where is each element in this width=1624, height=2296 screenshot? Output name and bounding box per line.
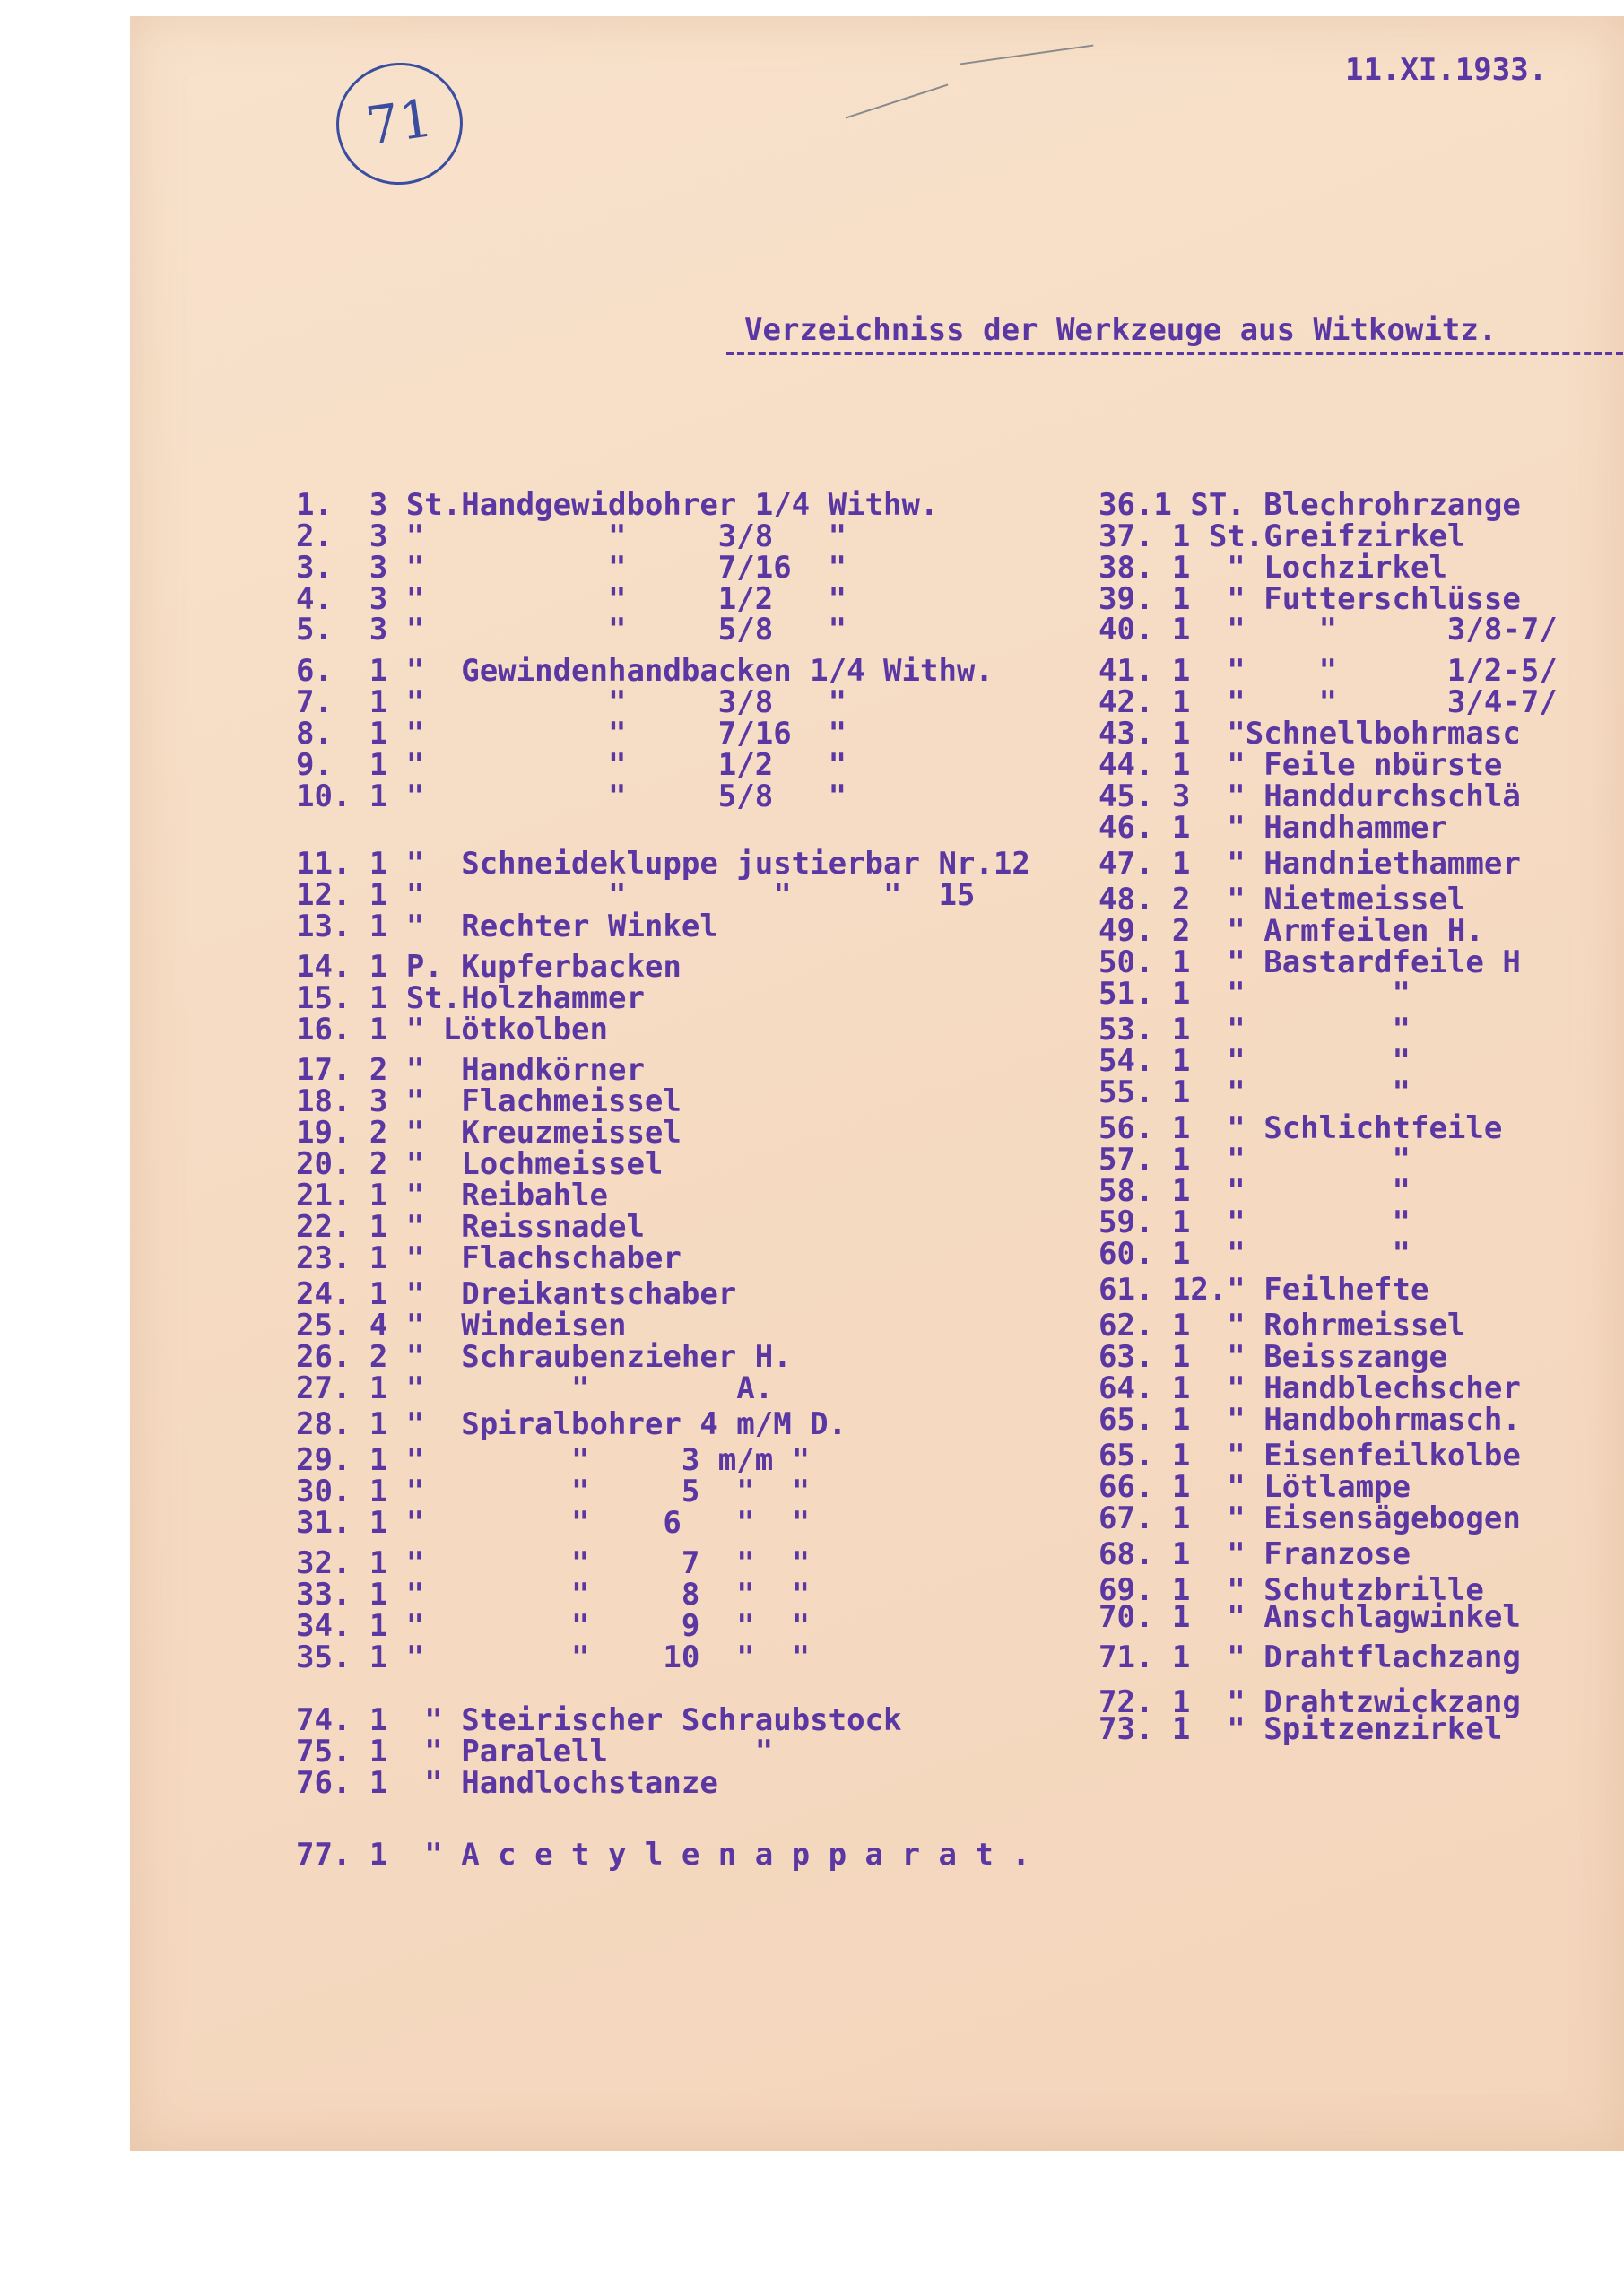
tool-list-item: 21. 1 " Reibahle [296, 1178, 608, 1213]
tool-list-item: 65. 1 " Eisenfeilkolbe [1099, 1438, 1521, 1474]
tool-list-item: 35. 1 " " 10 " " [296, 1639, 811, 1675]
tool-list-item: 25. 4 " Windeisen [296, 1308, 627, 1344]
tool-list-item: 69. 1 " Schutzbrille [1099, 1572, 1484, 1608]
tool-list-item: 73. 1 " Spitzenzirkel [1099, 1711, 1503, 1747]
tool-list-item: 44. 1 " Feile nbürste [1099, 747, 1503, 783]
tool-list-item: 15. 1 St.Holzhammer [296, 980, 645, 1016]
tool-list-item: 62. 1 " Rohrmeissel [1099, 1308, 1466, 1344]
tool-list-item: 58. 1 " " [1099, 1173, 1411, 1209]
tool-list-item: 32. 1 " " 7 " " [296, 1545, 811, 1581]
tool-list-item: 18. 3 " Flachmeissel [296, 1083, 682, 1119]
tool-list-item: 6. 1 " Gewindenhandbacken 1/4 Withw. [296, 653, 994, 689]
tool-list-item: 48. 2 " Nietmeissel [1099, 882, 1466, 918]
tool-list-item: 51. 1 " " [1099, 976, 1411, 1012]
tool-list-item: 41. 1 " " 1/2-5/ [1099, 653, 1558, 689]
tool-list-item: 65. 1 " Handbohrmasch. [1099, 1402, 1521, 1438]
tool-list-item: 38. 1 " Lochzirkel [1099, 550, 1447, 586]
tool-list-item: 7. 1 " " 3/8 " [296, 684, 847, 720]
document-title: Verzeichniss der Werkzeuge aus Witkowitz. [744, 312, 1498, 348]
tool-list-item: 14. 1 P. Kupferbacken [296, 949, 682, 985]
tool-list-item: 57. 1 " " [1099, 1142, 1411, 1178]
tool-list-item: 30. 1 " " 5 " " [296, 1474, 811, 1509]
title-underline [726, 352, 1623, 355]
tool-list-item: 5. 3 " " 5/8 " [296, 612, 847, 648]
tool-list-item: 40. 1 " " 3/8-7/ [1099, 612, 1558, 648]
tool-list-item: 67. 1 " Eisensägebogen [1099, 1500, 1521, 1536]
tool-list-item: 8. 1 " " 7/16 " [296, 716, 847, 752]
tool-list-item: 24. 1 " Dreikantschaber [296, 1276, 737, 1312]
tool-list-item: 47. 1 " Handniethammer [1099, 846, 1521, 882]
tool-list-item: 66. 1 " Lötlampe [1099, 1469, 1411, 1505]
tool-list-item: 3. 3 " " 7/16 " [296, 550, 847, 586]
tool-list-item: 28. 1 " Spiralbohrer 4 m/M D. [296, 1406, 847, 1442]
tool-list-item: 39. 1 " Futterschlüsse [1099, 581, 1521, 617]
tool-list-item: 26. 2 " Schraubenzieher H. [296, 1339, 792, 1375]
tool-list-item: 59. 1 " " [1099, 1205, 1411, 1240]
tool-list-item: 54. 1 " " [1099, 1043, 1411, 1079]
tool-list-item: 45. 3 " Handdurchschlä [1099, 778, 1521, 814]
tool-list-item: 77. 1 " A c e t y l e n a p p a r a t . [296, 1837, 1030, 1873]
tool-list-item: 33. 1 " " 8 " " [296, 1577, 811, 1613]
tool-list-item: 61. 12." Feilhefte [1099, 1272, 1429, 1308]
tool-list-item: 42. 1 " " 3/4-7/ [1099, 684, 1558, 720]
tool-list-item: 12. 1 " " " " 15 [296, 877, 976, 913]
tool-list-item: 37. 1 St.Greifzirkel [1099, 518, 1466, 554]
tool-list-item: 72. 1 " Drahtzwickzang [1099, 1684, 1521, 1720]
tool-list-item: 10. 1 " " 5/8 " [296, 778, 847, 814]
tool-list-item: 70. 1 " Anschlagwinkel [1099, 1599, 1521, 1635]
tool-list-item: 11. 1 " Schneidekluppe justierbar Nr.12 [296, 846, 1030, 882]
tool-list-item: 23. 1 " Flachschaber [296, 1240, 682, 1276]
tool-list-item: 55. 1 " " [1099, 1074, 1411, 1110]
tool-list-item: 17. 2 " Handkörner [296, 1052, 645, 1088]
tool-list-item: 74. 1 " Steirischer Schraubstock [296, 1702, 902, 1738]
tool-list-item: 2. 3 " " 3/8 " [296, 518, 847, 554]
tool-list-item: 1. 3 St.Handgewidbohrer 1/4 Withw. [296, 487, 939, 523]
tool-list-item: 71. 1 " Drahtflachzang [1099, 1639, 1521, 1675]
tool-list-item: 27. 1 " " A. [296, 1370, 774, 1406]
tool-list-item: 60. 1 " " [1099, 1236, 1411, 1272]
tool-list-item: 9. 1 " " 1/2 " [296, 747, 847, 783]
tool-list-item: 75. 1 " Paralell " [296, 1734, 774, 1770]
tool-list-item: 68. 1 " Franzose [1099, 1536, 1411, 1572]
tool-list-item: 46. 1 " Handhammer [1099, 810, 1447, 846]
tool-list-item: 22. 1 " Reissnadel [296, 1209, 645, 1245]
tool-list-item: 19. 2 " Kreuzmeissel [296, 1115, 682, 1151]
tool-list-item: 13. 1 " Rechter Winkel [296, 909, 718, 944]
page-number-mark: 71 [328, 55, 471, 193]
tool-list-item: 49. 2 " Armfeilen H. [1099, 913, 1484, 949]
tool-list-item: 50. 1 " Bastardfeile H [1099, 944, 1521, 980]
tool-list-item: 43. 1 "Schnellbohrmasc [1099, 716, 1521, 752]
tool-list-item: 53. 1 " " [1099, 1012, 1411, 1048]
tool-list-item: 20. 2 " Lochmeissel [296, 1146, 664, 1182]
tool-list-item: 63. 1 " Beisszange [1099, 1339, 1447, 1375]
tool-list-item: 16. 1 " Lötkolben [296, 1012, 608, 1048]
tool-list-item: 4. 3 " " 1/2 " [296, 581, 847, 617]
tool-list-item: 76. 1 " Handlochstanze [296, 1765, 718, 1801]
tool-list-item: 29. 1 " " 3 m/m " [296, 1442, 811, 1478]
document-date: 11.XI.1933. [1345, 52, 1548, 88]
tool-list-item: 34. 1 " " 9 " " [296, 1608, 811, 1644]
tool-list-item: 56. 1 " Schlichtfeile [1099, 1110, 1503, 1146]
tool-list-item: 31. 1 " " 6 " " [296, 1505, 811, 1541]
tool-list-item: 36.1 ST. Blechrohrzange [1099, 487, 1521, 523]
tool-list-item: 64. 1 " Handblechscher [1099, 1370, 1521, 1406]
